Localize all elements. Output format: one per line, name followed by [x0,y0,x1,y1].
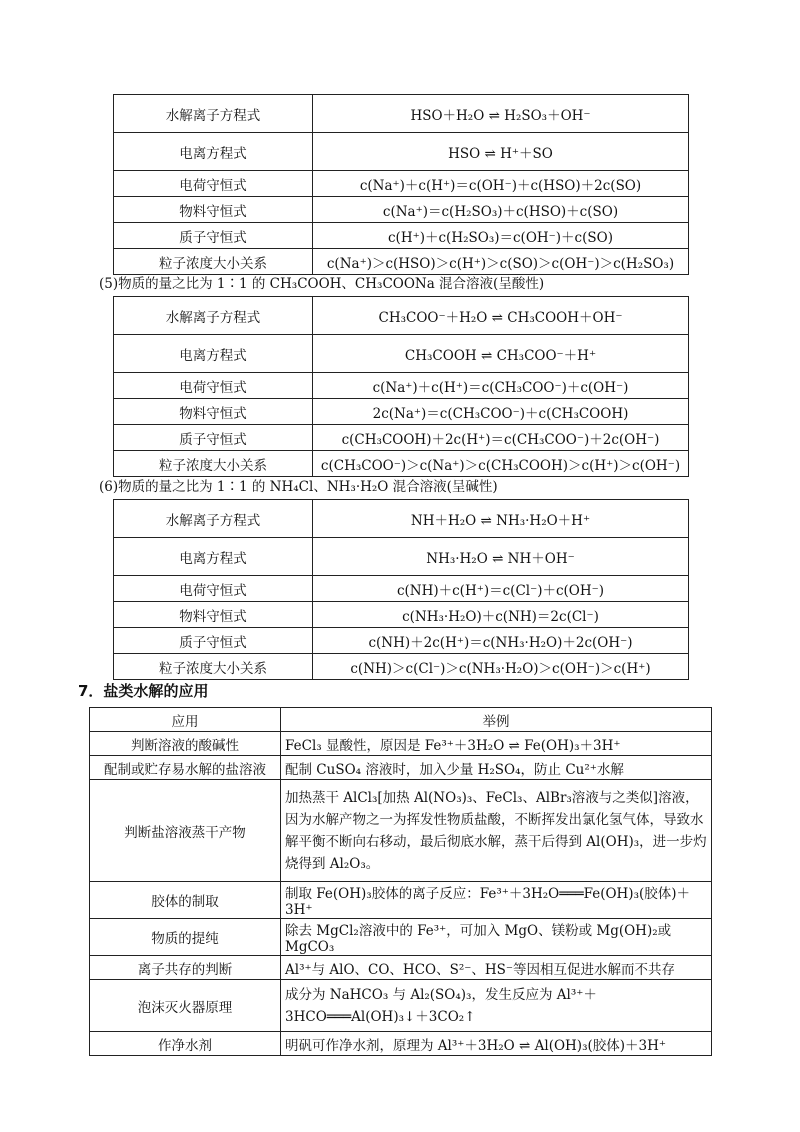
row-label: 质子守恒式 [114,628,313,654]
row-value: CH₃COOH ⇌ CH₃COO⁻＋H⁺ [313,335,689,373]
row-label: 电离方程式 [114,133,313,171]
row-label: 水解离子方程式 [114,95,313,133]
table-row [114,399,689,425]
table-row [114,197,689,223]
row-label: 配制或贮存易水解的盐溶液 [90,756,281,780]
row-label: 物料守恒式 [114,399,313,425]
row-value: 配制 CuSO₄ 溶液时，加入少量 H₂SO₄，防止 Cu²⁺水解 [281,756,712,780]
table-row [114,335,689,373]
row-label: 电离方程式 [114,538,313,576]
table-row [90,780,712,882]
table-row [90,956,712,980]
row-value: c(CH₃COOH)＋2c(H⁺)＝c(CH₃COO⁻)＋2c(OH⁻) [313,425,689,451]
row-label: 粒子浓度大小关系 [114,451,313,477]
table-row [114,602,689,628]
row-label: 判断盐溶液蒸干产物 [90,780,281,882]
table-row [90,980,712,1032]
table-row [90,732,712,756]
ion-table-5 [113,296,689,477]
row-value: 成分为 NaHCO₃ 与 Al₂(SO₄)₃，发生反应为 Al³⁺＋3HCO═══Al(OH)₃↓＋3CO₂↑ [281,980,712,1032]
row-value: 除去 MgCl₂溶液中的 Fe³⁺，可加入 MgO、镁粉或 Mg(OH)₂或 MgCO₃ [281,919,712,956]
row-label: 物料守恒式 [114,197,313,223]
row-value: 明矾可作净水剂，原理为 Al³⁺＋3H₂O ⇌ Al(OH)₃(胶体)＋3H⁺ [281,1032,712,1056]
row-value: c(NH)＋c(H⁺)＝c(Cl⁻)＋c(OH⁻) [313,576,689,602]
row-label: 离子共存的判断 [90,956,281,980]
table-row [90,1032,712,1056]
ion-table-6 [113,499,689,680]
table-row [114,654,689,680]
row-value: c(NH)＞c(Cl⁻)＞c(NH₃·H₂O)＞c(OH⁻)＞c(H⁺) [313,654,689,680]
row-label: 水解离子方程式 [114,500,313,538]
table-row [114,538,689,576]
table-row [114,171,689,197]
table-row [114,223,689,249]
table-row [114,297,689,335]
table-row [114,95,689,133]
table-row [90,919,712,956]
col-header-application: 应用 [90,708,281,732]
row-value: HSO＋H₂O ⇌ H₂SO₃＋OH⁻ [313,95,689,133]
row-label: 电荷守恒式 [114,373,313,399]
row-value: NH＋H₂O ⇌ NH₃·H₂O＋H⁺ [313,500,689,538]
row-value: Al³⁺与 AlO、CO、HCO、S²⁻、HS⁻等因相互促进水解而不共存 [281,956,712,980]
row-value: 加热蒸干 AlCl₃[加热 Al(NO₃)₃、FeCl₃、AlBr₃溶液与之类似]溶液，因为水解产物之一为挥发性物质盐酸，不断挥发出氯化氢气体，导致水解平衡不断向右移动，最后彻底水解，蒸干后得到 Al(OH)₃，进一步灼烧得到 Al₂O₃。 [281,780,712,882]
ion-table-top [113,94,689,275]
row-label: 电离方程式 [114,335,313,373]
row-value: c(H⁺)＋c(H₂SO₃)＝c(OH⁻)＋c(SO) [313,223,689,249]
table-header-row [90,708,712,732]
row-value: NH₃·H₂O ⇌ NH＋OH⁻ [313,538,689,576]
table-row [114,133,689,171]
row-value: c(NH₃·H₂O)＋c(NH)＝2c(Cl⁻) [313,602,689,628]
row-label: 粒子浓度大小关系 [114,654,313,680]
applications-table [89,707,712,1056]
row-label: 判断溶液的酸碱性 [90,732,281,756]
table-row [114,500,689,538]
row-label: 物料守恒式 [114,602,313,628]
table-row [90,756,712,780]
row-label: 胶体的制取 [90,882,281,919]
row-label: 电荷守恒式 [114,576,313,602]
row-value: FeCl₃ 显酸性，原因是 Fe³⁺＋3H₂O ⇌ Fe(OH)₃＋3H⁺ [281,732,712,756]
row-value: 制取 Fe(OH)₃胶体的离子反应：Fe³⁺＋3H₂O═══Fe(OH)₃(胶体)＋3H⁺ [281,882,712,919]
row-value: c(CH₃COO⁻)＞c(Na⁺)＞c(CH₃COOH)＞c(H⁺)＞c(OH⁻) [313,451,689,477]
row-label: 质子守恒式 [114,223,313,249]
caption-5: (5)物质的量之比为 1∶1 的 CH₃COOH、CH₃COONa 混合溶液(呈酸性) [99,276,545,292]
row-value: c(Na⁺)＝c(H₂SO₃)＋c(HSO)＋c(SO) [313,197,689,223]
table-row [114,373,689,399]
table-row [90,882,712,919]
table-row [114,249,689,275]
table-row [114,628,689,654]
row-label: 泡沫灭火器原理 [90,980,281,1032]
row-value: CH₃COO⁻＋H₂O ⇌ CH₃COOH＋OH⁻ [313,297,689,335]
row-value: c(Na⁺)＞c(HSO)＞c(H⁺)＞c(SO)＞c(OH⁻)＞c(H₂SO₃) [313,249,689,275]
row-label: 作净水剂 [90,1032,281,1056]
col-header-example: 举例 [281,708,712,732]
row-value: 2c(Na⁺)＝c(CH₃COO⁻)＋c(CH₃COOH) [313,399,689,425]
caption-6: (6)物质的量之比为 1∶1 的 NH₄Cl、NH₃·H₂O 混合溶液(呈碱性) [99,479,498,495]
row-label: 质子守恒式 [114,425,313,451]
row-value: HSO ⇌ H⁺＋SO [313,133,689,171]
row-label: 物质的提纯 [90,919,281,956]
row-label: 电荷守恒式 [114,171,313,197]
row-value: c(Na⁺)＋c(H⁺)＝c(CH₃COO⁻)＋c(OH⁻) [313,373,689,399]
row-label: 水解离子方程式 [114,297,313,335]
row-value: c(Na⁺)＋c(H⁺)＝c(OH⁻)＋c(HSO)＋2c(SO) [313,171,689,197]
table-row [114,425,689,451]
row-label: 粒子浓度大小关系 [114,249,313,275]
row-value: c(NH)＋2c(H⁺)＝c(NH₃·H₂O)＋2c(OH⁻) [313,628,689,654]
table-row [114,451,689,477]
section-7-heading: 7．盐类水解的应用 [78,682,209,700]
table-row [114,576,689,602]
